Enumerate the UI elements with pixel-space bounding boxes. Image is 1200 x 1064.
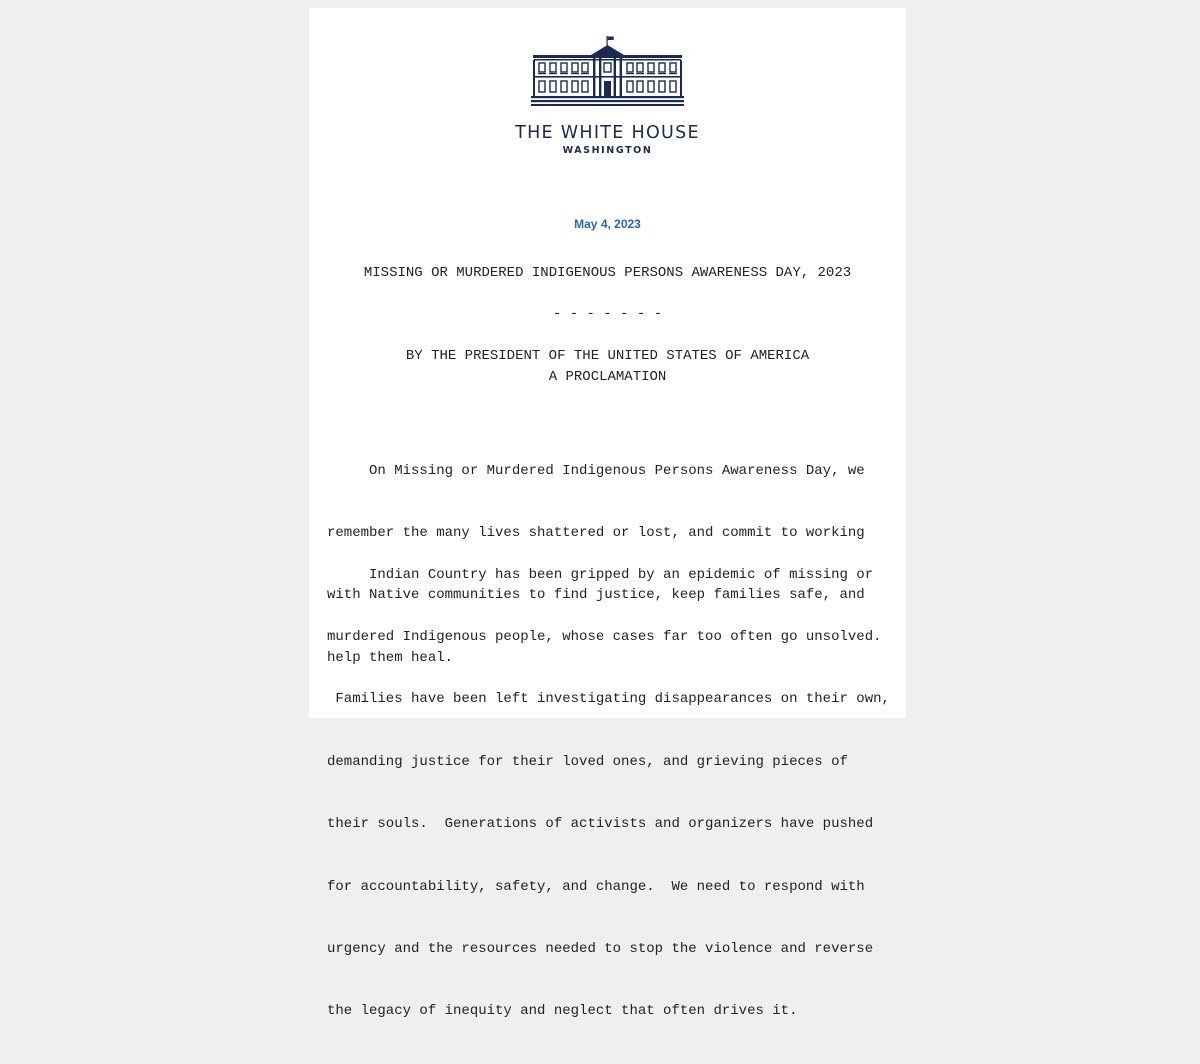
paragraph-line: Families have been left investigating disappearances on their own, <box>327 691 890 708</box>
paragraph-line: with Native communities to find justice, keep families safe, and <box>327 587 865 604</box>
paragraph-line: On Missing or Murdered Indigenous Persons Awareness Day, we <box>327 462 865 479</box>
proclamation-date: May 4, 2023 <box>574 217 641 231</box>
paragraph-line: Indian Country has been gripped by an epidemic of missing or <box>327 566 874 583</box>
paragraph-line: their souls. Generations of activists and organizers have pushed <box>327 816 874 833</box>
org-subtitle: WASHINGTON <box>562 145 653 156</box>
paragraph-line: demanding justice for their loved ones, and grieving pieces of <box>327 753 848 770</box>
paragraph-line: help them heal. <box>327 649 454 666</box>
white-house-building-icon <box>531 36 684 106</box>
proclamation-title: MISSING OR MURDERED INDIGENOUS PERSONS AWARENESS DAY, 2023 <box>363 265 852 281</box>
paragraph-line: murdered Indigenous people, whose cases far too often go unsolved. <box>327 628 882 645</box>
paragraph-2 <box>327 523 897 1064</box>
byline-proclamation: A PROCLAMATION <box>548 369 667 385</box>
org-title: THE WHITE HOUSE <box>515 123 700 143</box>
byline-president: BY THE PRESIDENT OF THE UNITED STATES OF AMERICA <box>405 348 810 364</box>
paragraph-line: the legacy of inequity and neglect that often drives it. <box>327 1003 798 1020</box>
separator: - - - - - - - <box>552 306 663 322</box>
paragraph-line: for accountability, safety, and change. We need to respond with <box>327 878 865 895</box>
paragraph-line: remember the many lives shattered or lost, and commit to working <box>327 524 865 541</box>
paragraph-line: urgency and the resources needed to stop the violence and reverse <box>327 940 874 957</box>
document-page <box>309 8 906 1020</box>
